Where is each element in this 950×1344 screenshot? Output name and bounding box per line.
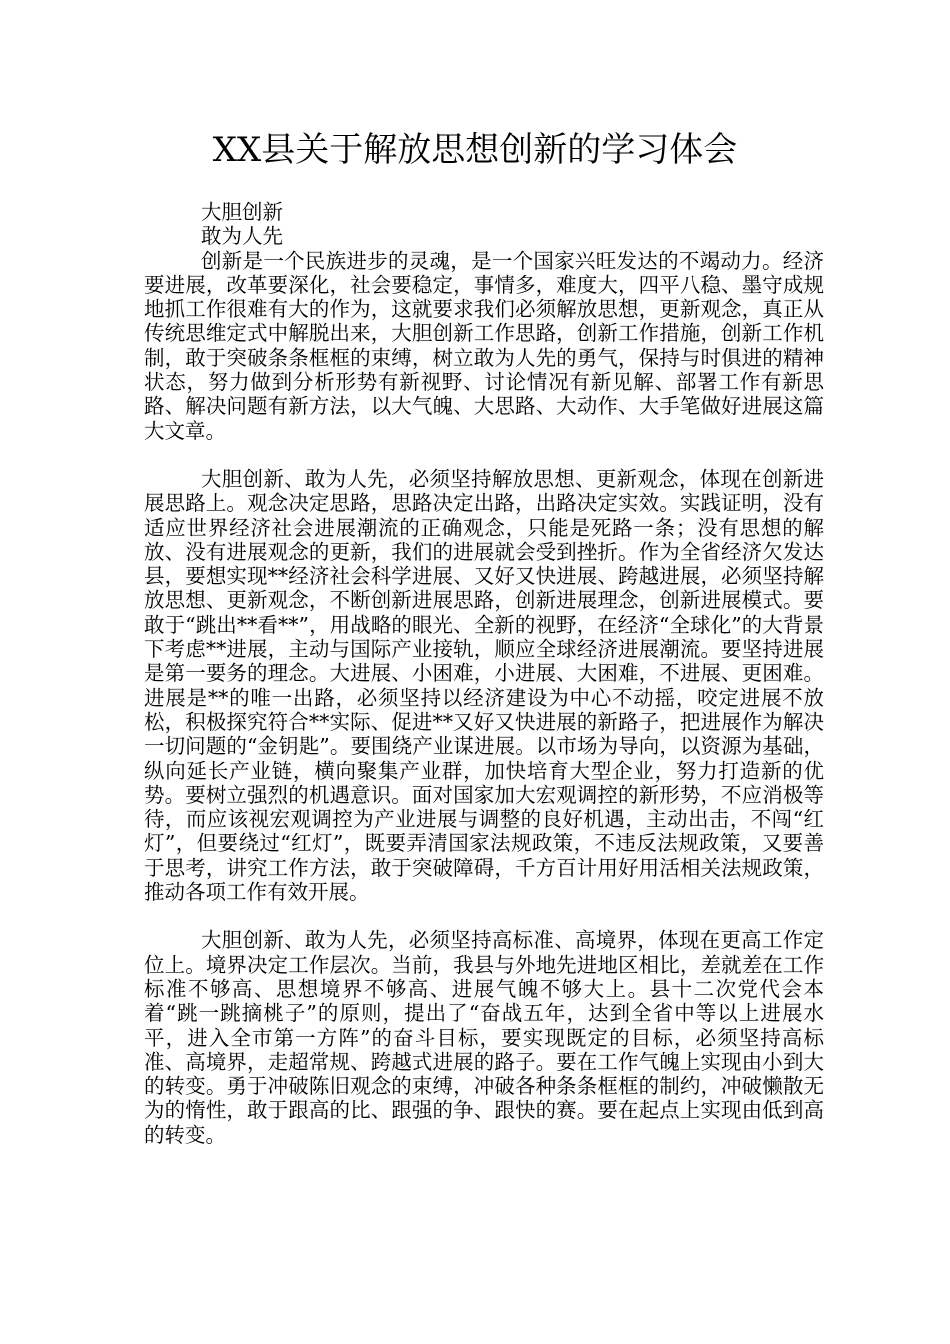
body-paragraph: 创新是一个民族进步的灵魂，是一个国家兴旺发达的不竭动力。经济要进展，改革要深化，社会要稳定，事情多，难度大，四平八稳、墨守成规地抓工作很难有大的作为，这就要求我们必须解放思想，更新观念，真正从传统思维定式中解脱出来，大胆创新工作思路，创新工作措施，创新工作机制，敢于突破条条框框的束缚，树立敢为人先的勇气，保持与时俱进的精神状态，努力做到分析形势有新视野、讨论情况有新见解、部署工作有新思路、解决问题有新方法，以大气魄、大思路、大动作、大手笔做好进展这篇大文章。 [144,248,824,443]
paragraph-gap [144,904,824,928]
body-paragraph: 大胆创新、敢为人先，必须坚持解放思想、更新观念，体现在创新进展思路上。观念决定思路，思路决定出路，出路决定实效。实践证明，没有适应世界经济社会进展潮流的正确观念，只能是死路一条；没有思想的解放、没有进展观念的更新，我们的进展就会受到挫折。作为全省经济欠发达县，要想实现**经济社会科学进展、又好又快进展、跨越进展，必须坚持解放思想、更新观念，不断创新进展思路，创新进展理念，创新进展模式。要敢于“跳出**看**”，用战略的眼光、全新的视野，在经济“全球化”的大背景下考虑**进展，主动与国际产业接轨，顺应全球经济进展潮流。要坚持进展是第一要务的理念。大进展、小困难，小进展、大困难，不进展、更困难。进展是**的唯一出路，必须坚持以经济建设为中心不动摇，咬定进展不放松，积极探究符合**实际、促进**又好又快进展的新路子，把进展作为解决一切问题的“金钥匙”。要围绕产业谋进展。以市场为导向，以资源为基础，纵向延长产业链，横向聚集产业群，加快培育大型企业，努力打造新的优势。要树立强烈的机遇意识。面对国家加大宏观调控的新形势，不应消极等待，而应该视宏观调控为产业进展与调整的良好机遇，主动出击，不闯“红灯”，但要绕过“红灯”，既要弄清国家法规政策，不违反法规政策，又要善于思考，讲究工作方法，敢于突破障碍，千方百计用好用活相关法规政策，推动各项工作有效开展。 [144,466,824,905]
document-title: XX县关于解放思想创新的学习体会 [212,130,738,170]
subheading: 敢为人先 [201,224,283,249]
body-paragraph: 大胆创新、敢为人先，必须坚持高标准、高境界，体现在更高工作定位上。境界决定工作层次。当前，我县与外地先进地区相比，差就差在工作标准不够高、思想境界不够高、进展气魄不够大上。县十二次党代会本着“跳一跳摘桃子”的原则，提出了“奋战五年，达到全省中等以上进展水平，进入全市第一方阵”的奋斗目标，要实现既定的目标，必须坚持高标准、高境界，走超常规、跨越式进展的路子。要在工作气魄上实现由小到大的转变。勇于冲破陈旧观念的束缚，冲破各种条条框框的制约，冲破懒散无为的惰性，敢于跟高的比、跟强的争、跟快的赛。要在起点上实现由低到高的转变。 [144,928,824,1147]
paragraph-gap [144,443,824,467]
document-body [144,200,824,1147]
subheading: 大胆创新 [201,200,283,224]
